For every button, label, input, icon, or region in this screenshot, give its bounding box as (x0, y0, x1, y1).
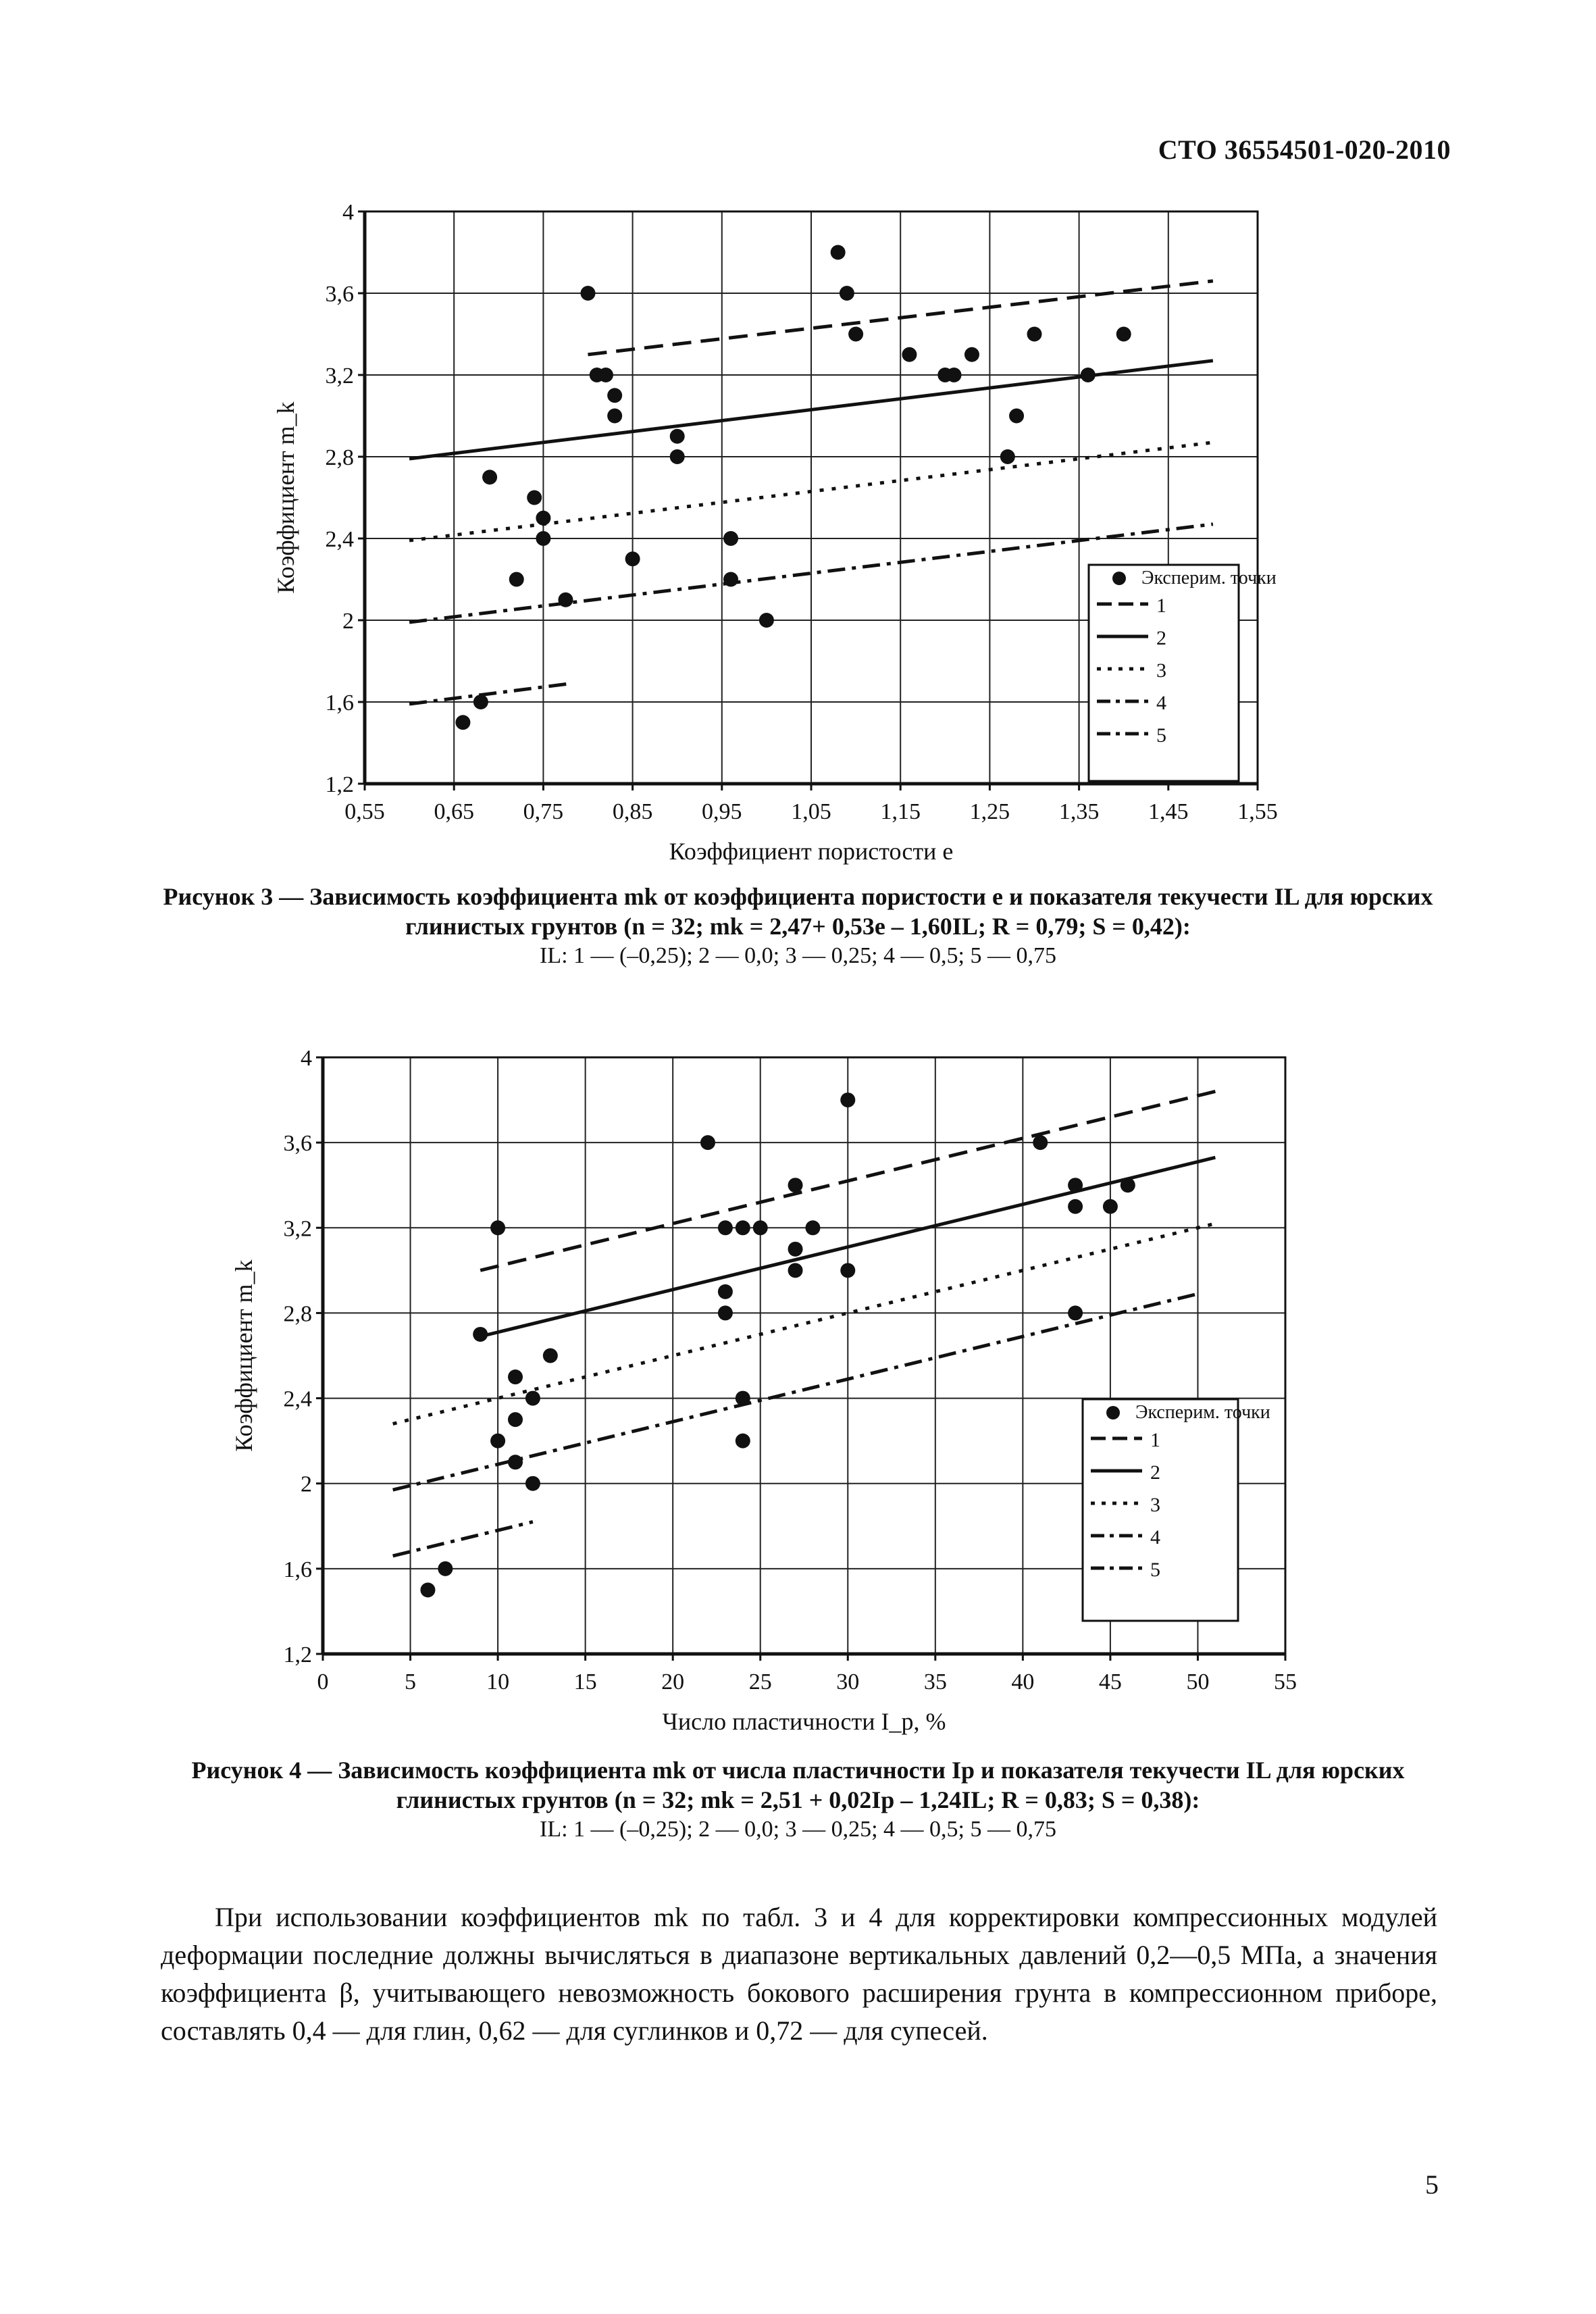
data-point (964, 347, 979, 362)
data-point (788, 1178, 803, 1192)
y-tick-label: 2 (301, 1472, 312, 1497)
legend-label-3: 3 (1150, 1494, 1160, 1516)
x-axis-title: Число пластичности I_p, % (662, 1708, 946, 1735)
x-tick-label: 25 (748, 1669, 772, 1694)
x-tick-label: 1,05 (791, 799, 831, 824)
x-tick-label: 15 (573, 1669, 597, 1694)
data-point (420, 1582, 435, 1597)
x-tick-label: 55 (1274, 1669, 1297, 1694)
x-tick-label: 0,75 (523, 799, 564, 824)
legend-label-1: 1 (1156, 595, 1166, 617)
data-point (581, 286, 596, 301)
data-point (536, 511, 550, 526)
y-tick-label: 2 (342, 609, 354, 634)
data-point (723, 572, 738, 587)
data-point (947, 368, 962, 382)
data-point (1068, 1178, 1083, 1192)
legend-label-3: 3 (1156, 659, 1166, 682)
x-tick-label: 30 (836, 1669, 860, 1694)
legend-label-5: 5 (1156, 724, 1166, 747)
data-point (490, 1220, 505, 1235)
y-tick-label: 1,6 (283, 1557, 312, 1582)
data-point (902, 347, 917, 362)
data-point (473, 1327, 488, 1342)
y-tick-label: 2,4 (283, 1386, 312, 1412)
trend-line-3 (393, 1224, 1216, 1424)
legend (1083, 1399, 1270, 1621)
figure-4-caption-main: Рисунок 4 — Зависимость коэффициента mk от числа пластичности Ip и показателя текучести IL для юрских глинистых грунтов (n = 32; mk = 2,51 + 0,02Ip – 1,24IL; R = 0,83; S = 0,38): (191, 1757, 1405, 1813)
data-point (1068, 1305, 1083, 1320)
data-point (718, 1284, 733, 1299)
data-point (490, 1434, 505, 1449)
y-tick-label: 1,2 (283, 1642, 312, 1667)
figure-3-caption-main: Рисунок 3 — Зависимость коэффициента mk от коэффициента пористости e и показателя текучести IL для юрских глинистых грунтов (n = 32; mk = 2,47+ 0,53e – 1,60IL; R = 0,79; S = 0,42): (163, 883, 1433, 940)
x-tick-label: 1,15 (880, 799, 921, 824)
y-tick-label: 4 (301, 1046, 312, 1071)
legend-label-2: 2 (1150, 1461, 1160, 1484)
data-point (753, 1220, 768, 1235)
data-point (840, 286, 854, 301)
page-number: 5 (1425, 2169, 1439, 2200)
x-tick-label: 1,45 (1148, 799, 1189, 824)
data-point (1033, 1135, 1048, 1150)
legend-label-1: 1 (1150, 1429, 1160, 1451)
body-paragraph: При использовании коэффициентов mk по табл. 3 и 4 для корректировки компрессионных модулей деформации последние должны вычисляться в диапазоне вертикальных давлений 0,2—0,5 МПа, а значения коэффициента β, учитывающего невозможность бокового расширения грунта в компрессионном приборе, составлять 0,4 — для глин, 0,62 — для суглинков и 0,72 — для супесей. (161, 1902, 1437, 2046)
data-point (736, 1391, 750, 1406)
data-point (607, 388, 622, 403)
x-tick-label: 0,95 (702, 799, 742, 824)
x-tick-label: 0,85 (612, 799, 653, 824)
data-point (438, 1561, 453, 1576)
data-point (527, 491, 542, 505)
legend-label-points: Эксперим. точки (1135, 1402, 1270, 1423)
data-point (1121, 1178, 1135, 1192)
data-point (607, 409, 622, 424)
data-point (598, 368, 613, 382)
y-axis-title: Коэффициент m_k (230, 1259, 257, 1452)
trend-line-5 (393, 1521, 533, 1555)
data-point (718, 1305, 733, 1320)
data-point (736, 1220, 750, 1235)
x-tick-label: 1,55 (1237, 799, 1278, 824)
x-tick-label: 0,55 (344, 799, 385, 824)
data-point (543, 1349, 558, 1363)
data-point (848, 327, 863, 342)
data-point (840, 1092, 855, 1107)
figure-4-caption (135, 1755, 1461, 1844)
legend-label-2: 2 (1156, 627, 1166, 649)
data-point (670, 429, 685, 444)
data-point (718, 1220, 733, 1235)
x-tick-label: 1,35 (1058, 799, 1100, 824)
data-point (723, 531, 738, 546)
data-point (508, 1455, 523, 1469)
document-code: СТО 36554501-020-2010 (1158, 134, 1451, 165)
y-tick-label: 1,6 (325, 690, 354, 715)
figure-4-caption-legend: IL: 1 — (–0,25); 2 — 0,0; 3 — 0,25; 4 — 0,5; 5 — 0,75 (540, 1817, 1056, 1842)
data-point (508, 1412, 523, 1427)
data-point (1081, 368, 1096, 382)
chart-mk-vs-porosity (0, 186, 1596, 875)
legend-label-4: 4 (1150, 1526, 1160, 1549)
trend-line-5 (409, 684, 570, 704)
x-tick-label: 45 (1098, 1669, 1122, 1694)
x-tick-label: 10 (486, 1669, 510, 1694)
data-point (736, 1434, 750, 1449)
legend-marker-points (1106, 1406, 1120, 1419)
legend-label-4: 4 (1156, 692, 1166, 714)
x-tick-label: 5 (405, 1669, 417, 1694)
y-tick-label: 1,2 (325, 772, 354, 797)
data-point (536, 531, 550, 546)
legend-marker-points (1112, 572, 1126, 585)
data-point (1116, 327, 1131, 342)
y-tick-label: 2,8 (325, 445, 354, 470)
x-tick-label: 50 (1186, 1669, 1210, 1694)
data-point (625, 551, 640, 566)
data-point (525, 1391, 540, 1406)
legend-label-5: 5 (1150, 1559, 1160, 1581)
y-axis-title: Коэффициент m_k (272, 401, 299, 594)
data-point (1000, 449, 1015, 464)
data-point (1027, 327, 1042, 342)
y-tick-label: 3,6 (283, 1131, 312, 1157)
y-tick-label: 2,8 (283, 1301, 312, 1327)
data-point (455, 715, 470, 730)
chart-mk-vs-plasticity (0, 1030, 1596, 1746)
data-point (1103, 1199, 1118, 1214)
figure-3-caption (135, 882, 1461, 971)
data-point (788, 1242, 803, 1257)
data-point (1009, 409, 1024, 424)
figure-3-caption-legend: IL: 1 — (–0,25); 2 — 0,0; 3 — 0,25; 4 — 0,5; 5 — 0,75 (540, 943, 1056, 968)
x-tick-label: 35 (923, 1669, 947, 1694)
data-point (670, 449, 685, 464)
data-point (473, 695, 488, 709)
data-point (840, 1263, 855, 1278)
y-tick-label: 3,6 (325, 282, 354, 307)
data-point (508, 1369, 523, 1384)
legend-label-points: Эксперим. точки (1141, 568, 1277, 588)
data-point (525, 1476, 540, 1491)
data-point (1068, 1199, 1083, 1214)
data-point (805, 1220, 820, 1235)
y-tick-label: 4 (342, 200, 354, 225)
legend (1089, 565, 1277, 781)
x-tick-label: 1,25 (969, 799, 1010, 824)
data-point (788, 1263, 803, 1278)
y-tick-label: 2,4 (325, 527, 354, 552)
y-tick-label: 3,2 (325, 363, 354, 388)
data-point (482, 470, 497, 484)
data-point (700, 1135, 715, 1150)
y-tick-label: 3,2 (283, 1216, 312, 1242)
data-point (831, 245, 846, 260)
x-tick-label: 0 (317, 1669, 329, 1694)
data-point (558, 593, 573, 607)
legend-box (1083, 1399, 1238, 1621)
x-axis-title: Коэффициент пористости e (669, 838, 954, 865)
data-point (509, 572, 524, 587)
x-tick-label: 20 (661, 1669, 685, 1694)
x-tick-label: 40 (1011, 1669, 1035, 1694)
x-tick-label: 0,65 (434, 799, 474, 824)
data-point (759, 613, 774, 628)
